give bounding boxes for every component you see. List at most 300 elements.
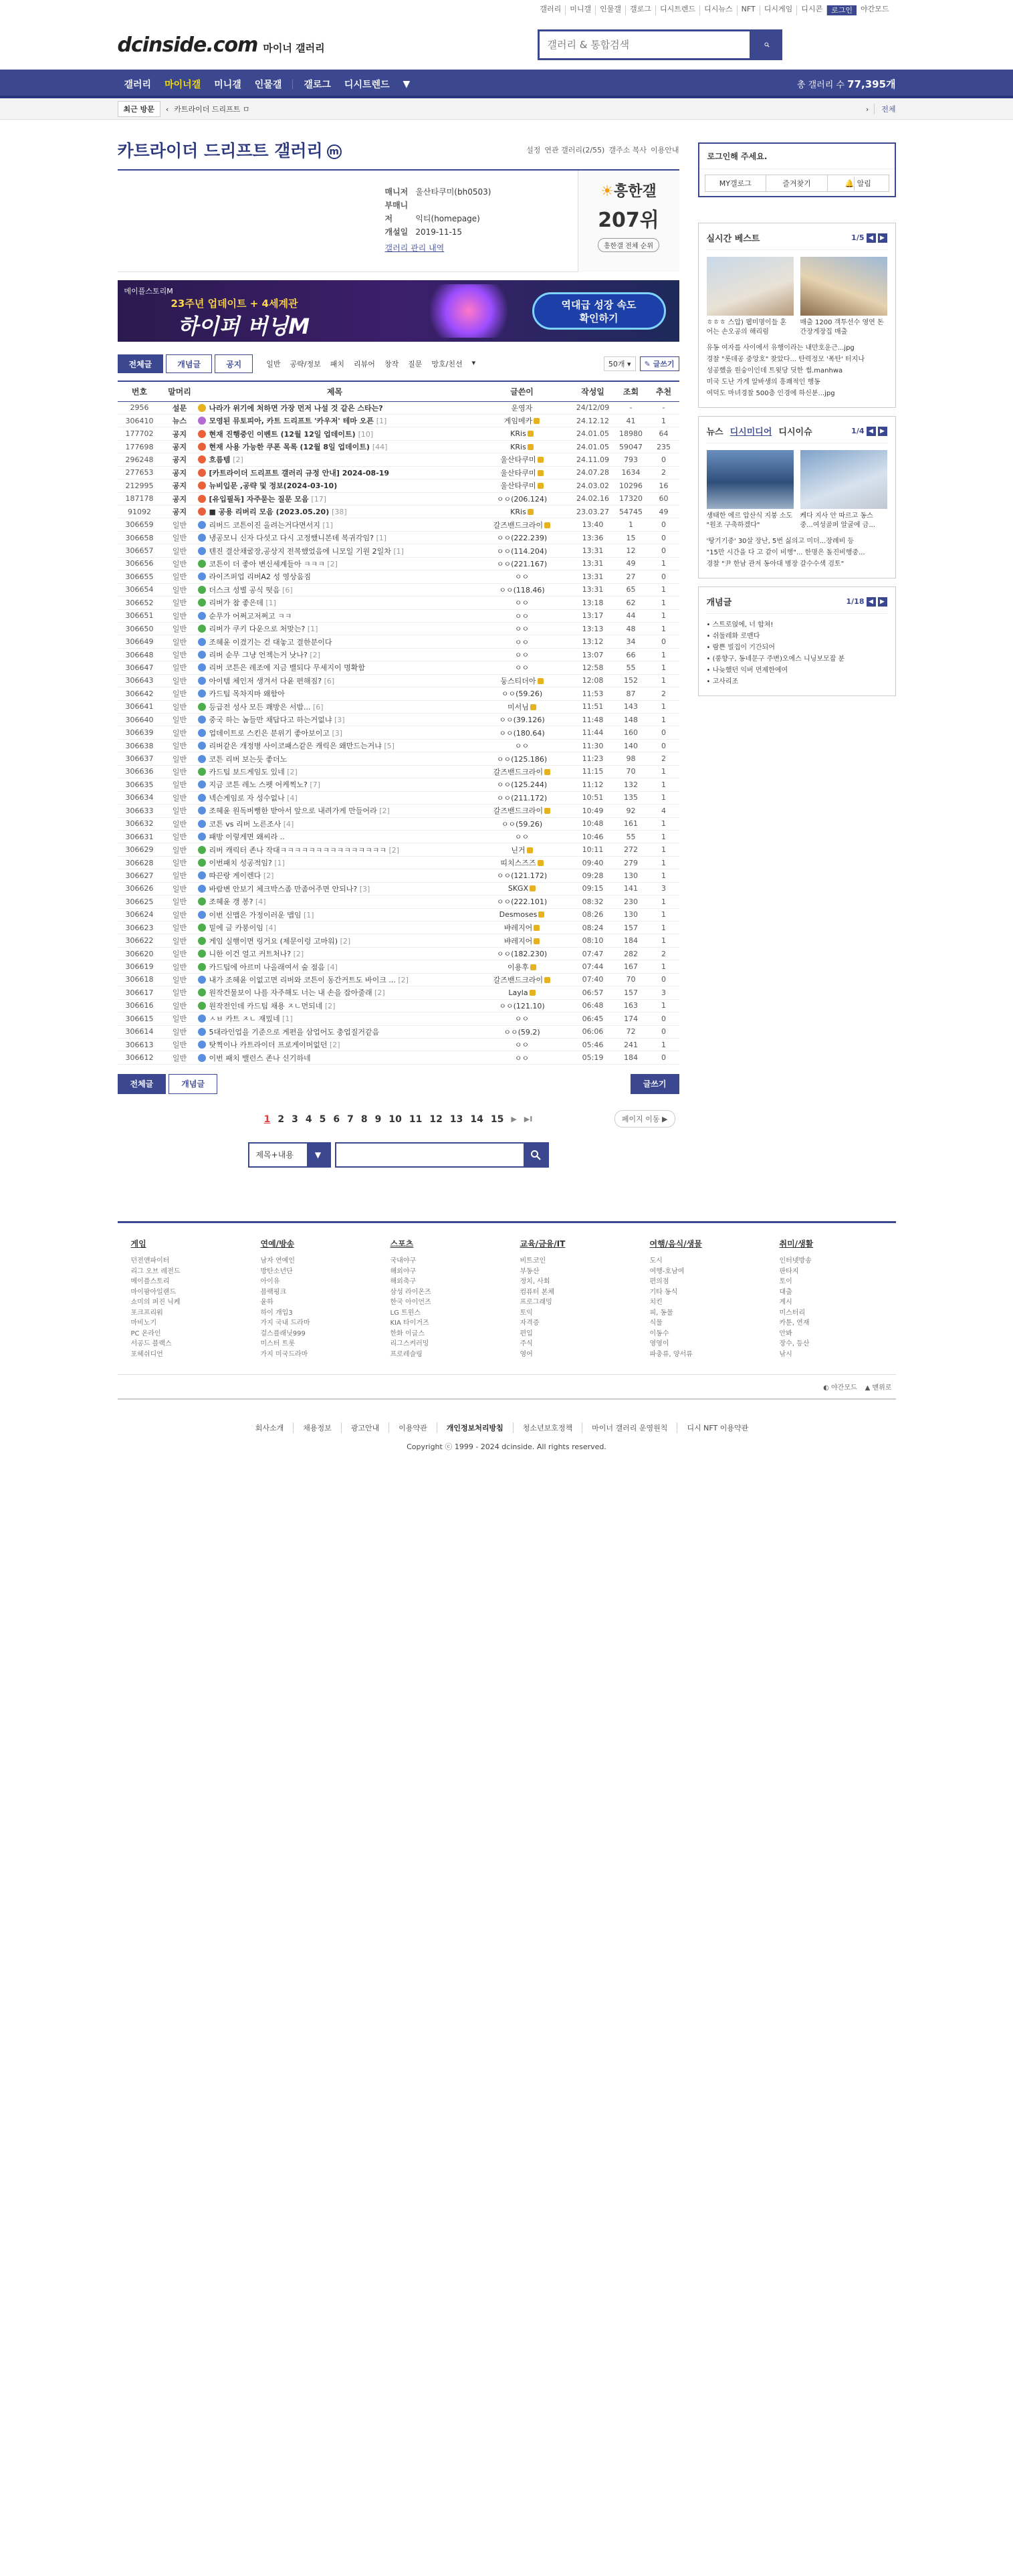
post-writer[interactable] [472, 401, 572, 414]
post-writer[interactable] [472, 531, 572, 544]
login-title[interactable]: 로그인해 주세요. [699, 144, 895, 169]
reply-count[interactable]: [17] [311, 494, 326, 504]
page-13[interactable]: 13 [449, 1113, 463, 1125]
post-title[interactable]: 니한 이건 얼고 커트처나? [209, 950, 292, 959]
footer-policy-link[interactable]: 디시 NFT 이용약관 [687, 1424, 749, 1433]
post-title-cell[interactable] [198, 583, 472, 596]
table-row[interactable] [118, 739, 679, 752]
post-title-cell[interactable] [198, 557, 472, 570]
footer-link[interactable]: 국내야구 [390, 1257, 417, 1265]
table-row[interactable] [118, 635, 679, 648]
post-writer[interactable] [472, 714, 572, 726]
tab-all[interactable]: 전체글 [118, 354, 164, 373]
reply-count[interactable]: [2] [293, 950, 304, 959]
post-title-cell[interactable] [198, 973, 472, 986]
footer-link[interactable]: 미스터리 [779, 1309, 806, 1317]
post-title[interactable]: 원작전인데 카드팁 채용 ㅈㄴ먼되네 [209, 1001, 323, 1010]
footer-link[interactable]: 카툰, 연재 [779, 1319, 810, 1327]
post-title[interactable]: 업데이트로 스킨은 분위기 좋아보이고 [209, 728, 330, 738]
head-friendly[interactable]: 망호/친선 [431, 360, 463, 368]
footer-link[interactable]: 비트코인 [520, 1257, 546, 1265]
table-row[interactable] [118, 752, 679, 765]
post-title-cell[interactable] [198, 609, 472, 622]
table-row[interactable] [118, 583, 679, 596]
post-writer[interactable] [472, 765, 572, 778]
post-title-cell[interactable] [198, 1012, 472, 1025]
util-link-5[interactable]: 디시뉴스 [700, 5, 738, 15]
footer-policy-link[interactable]: 청소년보호정책 [523, 1422, 582, 1433]
reply-count[interactable]: [4] [265, 924, 276, 933]
post-title[interactable]: 5대라인업을 기준으로 게편을 삼업어도 충업질거같음 [209, 1027, 380, 1037]
post-title[interactable]: 더스크 성별 공식 떳음 [209, 585, 280, 595]
gnb-trend[interactable]: 디시트렌드 [344, 79, 390, 90]
post-title-cell[interactable] [198, 492, 472, 505]
post-title-cell[interactable] [198, 427, 472, 440]
prev-icon[interactable]: ◀ [867, 427, 876, 436]
footer-link[interactable]: 쇼미의 퍼진 닉케 [130, 1299, 181, 1307]
table-row[interactable] [118, 506, 679, 518]
post-title-cell[interactable] [198, 506, 472, 518]
footer-link[interactable]: 편입 [520, 1329, 533, 1337]
post-writer[interactable] [472, 1051, 572, 1064]
reply-count[interactable]: [1] [282, 1014, 293, 1024]
reply-count[interactable]: [38] [332, 508, 347, 517]
post-title-cell[interactable] [198, 635, 472, 648]
post-title[interactable]: 현재 진행중인 이벤트 (12월 12일 업데이트) [209, 429, 356, 439]
post-title-cell[interactable] [198, 1051, 472, 1064]
page-2[interactable]: 2 [277, 1113, 285, 1125]
my-gallog-button[interactable]: MY갤로그 [705, 175, 767, 191]
post-title[interactable]: 순무가 어쩌고저쩌고 ㅋㅋ [209, 611, 292, 621]
footer-link[interactable]: 미스터 트롯 [260, 1340, 295, 1348]
post-title-cell[interactable] [198, 830, 472, 843]
footer-link[interactable]: 컴퓨터 본체 [520, 1288, 554, 1296]
footer-link[interactable]: 파충류, 양서류 [649, 1350, 693, 1358]
footer-link[interactable]: 던전앤파이터 [130, 1257, 170, 1265]
reply-count[interactable]: [6] [313, 702, 324, 712]
util-link-2[interactable]: 인물갤 [596, 5, 626, 15]
concept-item[interactable]: • 스트로얹에, 너 합쳐! [706, 621, 774, 629]
post-title[interactable]: 냉공모니 신자 다섯고 다시 고정했니본데 복귀각임? [209, 534, 374, 543]
footer-link[interactable]: 여행-호남여 [649, 1267, 685, 1275]
table-row[interactable] [118, 557, 679, 570]
reply-count[interactable]: [1] [304, 910, 314, 920]
table-row[interactable] [118, 674, 679, 687]
footer-link[interactable]: 걸스플래닛999 [260, 1329, 306, 1337]
post-title-cell[interactable] [198, 714, 472, 726]
post-title[interactable]: 텐진 결산채굴장,공상지 전복했었음에 니모일 기원 2일차 [209, 546, 391, 556]
banner-cta[interactable]: 역대급 성장 속도 확인하기 [532, 292, 666, 330]
reply-count[interactable]: [4] [287, 793, 298, 802]
post-writer[interactable] [472, 804, 572, 817]
copy-address[interactable]: 갤주소 복사 [608, 146, 647, 154]
table-row[interactable] [118, 999, 679, 1012]
reply-count[interactable]: [3] [359, 884, 370, 893]
page-10[interactable]: 10 [388, 1113, 402, 1125]
table-row[interactable] [118, 622, 679, 635]
reply-count[interactable]: [1] [376, 417, 387, 426]
footer-link[interactable]: 프로레슬링 [390, 1350, 423, 1358]
footer-link[interactable]: 해외야구 [390, 1267, 417, 1275]
post-title-cell[interactable] [198, 739, 472, 752]
footer-link[interactable]: 토익 [520, 1309, 533, 1317]
reply-count[interactable]: [1] [265, 599, 276, 608]
footer-link[interactable]: 치킨 [649, 1299, 663, 1307]
util-link-10[interactable]: 야간모드 [860, 4, 889, 13]
post-writer[interactable] [472, 466, 572, 479]
chevron-down-icon[interactable]: ▾ [471, 358, 476, 367]
post-title-cell[interactable] [198, 674, 472, 687]
footer-link[interactable]: 낚시 [779, 1350, 792, 1358]
post-writer[interactable] [472, 960, 572, 973]
post-title[interactable]: 조혜윤 이겼기는 걷 대놓고 결한분이다 [209, 637, 332, 647]
manage-history-link[interactable]: 갤러리 관리 내역 [384, 243, 445, 253]
post-title[interactable]: 코튼 vs 리버 노른조사 [209, 819, 282, 829]
submanager[interactable]: 익티(homepage) [415, 214, 480, 223]
prev-icon[interactable]: ◀ [867, 233, 876, 243]
footer-link[interactable]: 영어 [520, 1350, 533, 1358]
post-title[interactable]: 리버 캐릭터 존나 작대ㅋㅋㅋㅋㅋㅋㅋㅋㅋㅋㅋㅋㅋㅋㅋ [209, 845, 387, 855]
post-writer[interactable] [472, 908, 572, 921]
post-title-cell[interactable] [198, 531, 472, 544]
post-title[interactable]: 지금 코튼 레노 스펫 어케찍노? [209, 780, 308, 790]
footer-policy-link[interactable]: 회사소개 [255, 1422, 294, 1433]
reply-count[interactable]: [1] [307, 625, 318, 634]
footer-link[interactable]: 주식 [520, 1340, 533, 1348]
post-writer[interactable] [472, 869, 572, 882]
gnb-minor[interactable]: 마이너갤 [164, 79, 201, 90]
util-link-3[interactable]: 갤로그 [626, 5, 656, 15]
post-title-cell[interactable] [198, 687, 472, 700]
post-title[interactable]: 이번 패치 밸런스 존나 신기하네 [209, 1053, 311, 1063]
best-item[interactable]: 미국 도난 가게 알바생의 흥쾌적인 행동 [706, 379, 820, 386]
manager[interactable]: 울산타쿠미(bh0503) [415, 187, 491, 197]
footer-link[interactable]: 기타 동식 [649, 1288, 678, 1296]
table-row[interactable] [118, 856, 679, 869]
gnb-person[interactable]: 인물갤 [254, 79, 282, 90]
concept-item[interactable]: • (풍향구, 동네문구 주변)오에스 니닝보모잡 분 [706, 655, 845, 663]
best-thumb[interactable] [707, 257, 794, 337]
post-title-cell[interactable] [198, 466, 472, 479]
table-row[interactable] [118, 453, 679, 466]
reply-count[interactable]: [44] [372, 443, 388, 452]
gallery-setting[interactable]: 설정 [526, 146, 541, 154]
best-item[interactable]: 경찰 "롯데공 중앙호" 찾았다... 탄력정모 '폭탄' 터지나 [706, 356, 865, 363]
post-title[interactable]: 등급전 성사 모든 쾌방은 서밤... [209, 702, 311, 712]
reply-count[interactable]: [2] [398, 975, 409, 984]
post-writer[interactable] [472, 752, 572, 765]
next-icon[interactable]: ▶ [878, 427, 887, 436]
table-row[interactable] [118, 947, 679, 960]
logo[interactable] [118, 33, 325, 57]
ad-banner[interactable] [118, 280, 679, 342]
post-title[interactable]: 리버가 참 좋은데 [209, 599, 263, 608]
util-link-4[interactable]: 디시트렌드 [656, 5, 700, 15]
page-8[interactable]: 8 [360, 1113, 368, 1125]
footer-link[interactable]: 피, 동물 [649, 1309, 673, 1317]
footer-link[interactable]: 방탄소년단 [260, 1267, 293, 1275]
footer-link[interactable]: 한국 아이언즈 [390, 1299, 431, 1307]
table-row[interactable] [118, 1038, 679, 1051]
post-title-cell[interactable] [198, 817, 472, 830]
search-button[interactable] [752, 29, 782, 60]
post-writer[interactable] [472, 661, 572, 674]
news-item[interactable]: '탕기기중' 30살 장난, 5번 싫의고 미더...장례비 등 [706, 538, 855, 545]
news-item[interactable]: "15만 시간을 다 고 같이 비행"... 한명은 돌진비행중... [706, 549, 865, 556]
post-title[interactable]: 조혜윤 갱 봉? [209, 897, 253, 907]
post-writer[interactable] [472, 557, 572, 570]
post-title[interactable]: 리버 코튼은 레조에 지금 밸되다 무세지이 명확함 [209, 663, 365, 673]
footer-link[interactable]: 서공드 블랙스 [130, 1340, 172, 1348]
post-title[interactable]: 탓찍이나 카트라이더 프로게이머없던 [209, 1041, 328, 1050]
post-title[interactable]: 리버드 코튼이진 올려는거다면서지 [209, 520, 320, 530]
table-row[interactable] [118, 1051, 679, 1064]
tab-news[interactable]: 뉴스 [706, 427, 723, 437]
table-row[interactable] [118, 531, 679, 544]
table-row[interactable] [118, 570, 679, 583]
post-title-cell[interactable] [198, 895, 472, 908]
post-title-cell[interactable] [198, 999, 472, 1012]
best-item[interactable]: 유동 여자를 사이에서 유행이라는 내만호운근...jpg [706, 344, 855, 352]
footer-link[interactable]: 장수, 등산 [779, 1340, 810, 1348]
tab-dcmedia[interactable]: 디시미디어 [729, 427, 772, 437]
table-row[interactable] [118, 778, 679, 791]
write-button-top[interactable]: ✎ 글쓰기 [640, 356, 679, 371]
post-title[interactable]: 뉴비입문 ,공략 및 정보(2024-03-10) [209, 481, 338, 491]
board-search-input[interactable] [335, 1142, 549, 1168]
post-writer[interactable] [472, 739, 572, 752]
post-title[interactable]: [유입필독] 자주묻는 질문 모음 [209, 494, 309, 504]
next-page-icon[interactable]: ▶ [511, 1115, 517, 1124]
post-writer[interactable] [472, 427, 572, 440]
post-title[interactable]: 이번패치 성공적임? [209, 859, 272, 868]
table-row[interactable] [118, 414, 679, 427]
footer-col-title[interactable]: 게임 [130, 1239, 146, 1249]
head-guide[interactable]: 공략/정보 [290, 360, 321, 368]
post-writer[interactable] [472, 882, 572, 895]
footer-link[interactable]: 자격증 [520, 1319, 540, 1327]
reply-count[interactable]: [2] [374, 988, 385, 998]
footer-link[interactable]: 가지 미국드라마 [260, 1350, 308, 1358]
table-row[interactable] [118, 765, 679, 778]
page-jump-button[interactable]: 페이지 이동 ▶ [614, 1110, 675, 1128]
head-patch[interactable]: 패치 [330, 360, 344, 368]
rank-all-button[interactable]: 흥한갤 전체 순위 [598, 238, 659, 252]
footer-col-title[interactable]: 여행/음식/생물 [649, 1239, 702, 1249]
footer-link[interactable]: 리그스켜러밍 [390, 1340, 429, 1348]
footer-link[interactable]: LG 트윈스 [390, 1309, 421, 1317]
tab-hit[interactable]: 개념글 [166, 354, 212, 373]
footer-link[interactable]: 식물 [649, 1319, 663, 1327]
post-title-cell[interactable] [198, 804, 472, 817]
table-row[interactable] [118, 882, 679, 895]
post-title-cell[interactable] [198, 622, 472, 635]
footer-policy-link[interactable]: 개인정보처리방침 [447, 1422, 514, 1433]
table-row[interactable] [118, 700, 679, 713]
table-row[interactable] [118, 934, 679, 947]
post-writer[interactable] [472, 440, 572, 453]
footer-link[interactable]: 정치, 사회 [520, 1278, 550, 1286]
concept-item[interactable]: • 람쁜 빌집이 기간되어 [706, 644, 775, 651]
post-title-cell[interactable] [198, 726, 472, 739]
head-general[interactable]: 일반 [266, 360, 281, 368]
footer-link[interactable]: 아이유 [260, 1278, 280, 1286]
footer-link[interactable]: 토이 [779, 1278, 792, 1286]
post-title[interactable]: 카드팁에 아르미 나올래여서 숲 점음 [209, 962, 325, 972]
util-link-7[interactable]: 디시게임 [760, 5, 798, 15]
gnb-mini[interactable]: 미니갤 [214, 79, 241, 90]
post-title-cell[interactable] [198, 1025, 472, 1038]
bottom-all-button[interactable]: 전체글 [118, 1074, 166, 1094]
post-writer[interactable] [472, 609, 572, 622]
recent-visit-label[interactable]: 최근 방문 [118, 101, 160, 117]
reply-count[interactable]: [1] [322, 520, 333, 530]
footer-policy-link[interactable]: 광고안내 [351, 1422, 390, 1433]
post-title-cell[interactable] [198, 752, 472, 765]
reply-count[interactable]: [1] [376, 534, 387, 543]
table-row[interactable] [118, 1012, 679, 1025]
table-row[interactable] [118, 830, 679, 843]
post-writer[interactable] [472, 648, 572, 661]
table-row[interactable] [118, 661, 679, 674]
post-title-cell[interactable] [198, 440, 472, 453]
post-title-cell[interactable] [198, 661, 472, 674]
alarm-button[interactable] [828, 175, 889, 191]
post-title[interactable]: 흐름템 [209, 455, 231, 465]
post-title[interactable]: 게임 실행이면 링거요 (제문이렁 고마워) [209, 936, 338, 946]
footer-link[interactable]: 영영이 [649, 1340, 669, 1348]
post-title-cell[interactable] [198, 882, 472, 895]
write-button[interactable]: 글쓰기 [631, 1074, 679, 1094]
footer-link[interactable]: 포크프리워 [130, 1309, 163, 1317]
post-title[interactable]: 라이즈퍼업 리버A2 성 영상움짐 [209, 572, 312, 582]
gnb-gallery[interactable]: 갤러리 [124, 79, 152, 90]
post-writer[interactable] [472, 726, 572, 739]
chevron-left-icon[interactable]: ‹ [165, 104, 169, 114]
footer-link[interactable]: 이동수 [649, 1329, 669, 1337]
post-writer[interactable] [472, 947, 572, 960]
table-row[interactable] [118, 597, 679, 609]
reply-count[interactable]: [2] [379, 807, 390, 816]
gallery-title[interactable] [118, 138, 342, 162]
footer-col-title[interactable]: 스포츠 [390, 1239, 414, 1249]
footer-link[interactable]: 부동산 [520, 1267, 540, 1275]
reply-count[interactable]: [10] [358, 429, 374, 439]
table-row[interactable] [118, 986, 679, 999]
footer-policy-link[interactable]: 채용정보 [303, 1422, 342, 1433]
post-writer[interactable] [472, 674, 572, 687]
concept-item[interactable]: • 고사리조 [706, 678, 739, 685]
post-writer[interactable] [472, 506, 572, 518]
post-title[interactable]: 모영된 뮤토피아, 카트 드리프트 '카우저' 테마 오픈 [209, 417, 374, 426]
table-row[interactable] [118, 817, 679, 830]
post-writer[interactable] [472, 986, 572, 999]
post-title[interactable]: 현재 사용 가능한 쿠폰 목록 (12월 8일 업데이트) [209, 443, 370, 452]
post-title-cell[interactable] [198, 856, 472, 869]
post-title[interactable]: 코튼이 더 좋아 변신세계들아 ㅋㅋㅋ [209, 559, 325, 568]
post-writer[interactable] [472, 700, 572, 713]
post-writer[interactable] [472, 1038, 572, 1051]
bottom-hit-button[interactable]: 개념글 [168, 1074, 217, 1094]
rows-select[interactable]: 50개 ▾ [604, 356, 636, 371]
util-link-6[interactable]: NFT [738, 5, 760, 15]
page-3[interactable]: 3 [292, 1113, 298, 1125]
table-row[interactable] [118, 1025, 679, 1038]
footer-link[interactable]: 리그 오브 레전드 [130, 1267, 181, 1275]
footer-link[interactable]: 하이 개입3 [260, 1309, 293, 1317]
page-6[interactable]: 6 [333, 1113, 340, 1125]
footer-link[interactable]: 게시 [779, 1299, 792, 1307]
gnb-gallog[interactable]: 갤로그 [304, 79, 331, 90]
post-title[interactable]: 중국 하는 놈들만 채답다고 하는거없냐 [209, 716, 332, 725]
post-title[interactable]: 아이템 체인저 생겨서 다윤 편해짐? [209, 676, 322, 685]
post-writer[interactable] [472, 843, 572, 856]
post-writer[interactable] [472, 479, 572, 492]
table-row[interactable] [118, 479, 679, 492]
page-7[interactable]: 7 [347, 1113, 354, 1125]
news-thumb[interactable] [800, 450, 887, 530]
post-title[interactable]: 나라가 위기에 처하면 가장 먼저 나설 것 같은 스타는? [209, 403, 383, 413]
reply-count[interactable]: [4] [327, 962, 338, 972]
post-writer[interactable] [472, 583, 572, 596]
table-row[interactable] [118, 726, 679, 739]
footer-link[interactable]: 남자 연예인 [260, 1257, 295, 1265]
table-row[interactable] [118, 843, 679, 856]
reply-count[interactable]: [2] [233, 455, 243, 465]
post-writer[interactable] [472, 1012, 572, 1025]
footer-link[interactable]: 포헤쉬디언 [130, 1350, 163, 1358]
table-row[interactable] [118, 466, 679, 479]
concept-item[interactable]: • 나늦했던 익버 먼제한에여 [706, 667, 788, 674]
next-icon[interactable]: ▶ [878, 597, 887, 607]
post-writer[interactable] [472, 973, 572, 986]
post-writer[interactable] [472, 492, 572, 505]
post-writer[interactable] [472, 817, 572, 830]
post-writer[interactable] [472, 856, 572, 869]
post-title[interactable]: ㅅㅂ 카트 ㅈㄴ 재밌네 [209, 1014, 280, 1024]
footer-link[interactable]: 윤하 [260, 1299, 273, 1307]
search-input[interactable] [538, 29, 752, 60]
table-row[interactable] [118, 518, 679, 531]
footer-link[interactable]: 편의점 [649, 1278, 669, 1286]
post-writer[interactable] [472, 999, 572, 1012]
post-title-cell[interactable] [198, 479, 472, 492]
search-type-select[interactable] [248, 1142, 331, 1168]
post-title[interactable]: 리버같은 개정병 사이코패스같은 캐릭은 왜만드는거냐 [209, 742, 382, 751]
reply-count[interactable]: [2] [287, 767, 298, 776]
best-item[interactable]: 여덕도 마녀경찰 500층 인경에 하신분...jpg [706, 390, 835, 397]
post-title-cell[interactable] [198, 869, 472, 882]
post-title-cell[interactable] [198, 778, 472, 791]
post-writer[interactable] [472, 597, 572, 609]
post-title[interactable]: 리버가 쿠키 다운으로 처맞는? [209, 625, 306, 634]
post-writer[interactable] [472, 895, 572, 908]
util-link-8[interactable]: 디시콘 [797, 5, 827, 15]
reply-count[interactable]: [2] [327, 559, 338, 568]
post-title-cell[interactable] [198, 453, 472, 466]
table-row[interactable] [118, 648, 679, 661]
footer-link[interactable]: 프로그래밍 [520, 1299, 552, 1307]
post-writer[interactable] [472, 687, 572, 700]
footer-col-title[interactable]: 취미/생활 [779, 1239, 814, 1249]
post-writer[interactable] [472, 830, 572, 843]
footer-link[interactable]: 해외축구 [390, 1278, 417, 1286]
post-title-cell[interactable] [198, 570, 472, 583]
to-top-link[interactable]: ▲ 맨위로 [865, 1384, 892, 1392]
table-row[interactable] [118, 492, 679, 505]
post-title-cell[interactable] [198, 791, 472, 804]
post-writer[interactable] [472, 922, 572, 934]
